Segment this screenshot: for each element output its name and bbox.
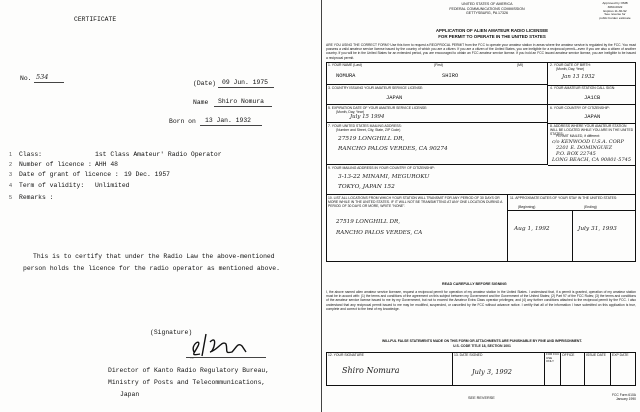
field-12-label: 12. YOUR SIGNATURE — [328, 353, 364, 357]
item-label: Remarks : — [19, 194, 54, 201]
field-10-value-line-2: RANCHO PALOS VERDES, CA — [336, 230, 423, 236]
field-1-mi-label: (MI) — [517, 63, 524, 67]
issuer-line-2: Ministry of Posts and Telecommunications, — [108, 379, 266, 386]
certify-statement-line-2: person holds the licence for the radio operator as mentioned above. — [23, 265, 280, 272]
signature-split-4 — [584, 352, 585, 386]
form-title-line-2: FOR PERMIT TO OPERATE IN THE UNITED STATES — [438, 33, 546, 39]
agency-header — [442, 2, 532, 16]
omb-line-3: Expires 11-30-92 — [603, 8, 627, 13]
item-label: Class: — [19, 151, 43, 158]
field-7-label: 7. YOUR UNITED STATES MAILING ADDRESS: — [328, 124, 402, 128]
field-1-last-value: NOMURA — [336, 73, 356, 79]
item-label: Number of licence : — [19, 161, 92, 168]
fcc-use-line-3: ONLY — [546, 359, 554, 364]
item-label: Term of validity: — [19, 182, 85, 189]
field-2-label: 2. YOUR DATE OF BIRTH: — [550, 63, 591, 67]
form-date-line: January 1990 — [616, 397, 636, 401]
field-8-label: 8. ADDRESS WHERE YOUR AMATEUR STATION WILL BE LOCATED WHILE YOU ARE IN THE UNITED STATES: — [550, 124, 634, 136]
field-1-label: 1. YOUR NAME (Last) — [328, 63, 362, 67]
field-9-label: 9. YOUR MAILING ADDRESS IN YOUR COUNTRY OF CITIZENSHIP: — [328, 166, 435, 170]
signature-split-3 — [560, 352, 561, 386]
field-1-first-label: (First) — [434, 63, 443, 67]
field-5-label: 5. EXPIRATION DATE OF YOUR AMATEUR SERVICE LICENSE: — [328, 106, 428, 110]
certification-paragraph: I, the above named alien amateur service licensee, request a reciprocal permit for operation of my amateur station in the United States. I understand that, if a permit is granted, operation of my amateur station must be in accord with: (1) the terms and conditions of the agreement on this subject between my Government and the Government of the United States; (2) Part 97 of the FCC Rules; (3) the terms and conditions of the amateur service license issued to me by my Government, but not to exceed the Amateur Extra Class operator privileges; and (4) any further conditions attached to the reciprocal permit by the FCC. I also understand that any reciprocal permit issued to me may be modified, suspended, or cancelled by the FCC without advance notice. I certify that all of the information I have submitted on this application is true, complete and correct to the best of my knowledge. — [326, 290, 636, 311]
omb-line-2: 3060-0022 — [607, 4, 623, 9]
form-number — [600, 393, 636, 401]
form-number-line: FCC Form 610A — [612, 393, 636, 397]
field-9-value-line-1: 3-13-22 MINAMI, MEGUROKU — [338, 174, 430, 180]
item-label: Date of grant of licence : — [19, 171, 119, 178]
field-8-value-line-4: LONG BEACH, CA 90801-5745 — [552, 157, 632, 163]
item-value: Unlimited — [95, 182, 130, 189]
omb-line-5: public burden estimate — [599, 16, 631, 21]
signature-text: S. Ueda — [190, 359, 194, 360]
item-value: AHH 48 — [95, 161, 119, 168]
field-6-label: 6. YOUR COUNTRY OF CITIZENSHIP: — [550, 106, 610, 110]
field-11-begin-value: Aug 1, 1992 — [514, 226, 550, 232]
name-label: Name — [193, 99, 209, 106]
field-3-label: 3. COUNTRY ISSUING YOUR AMATEUR SERVICE LICENSE: — [328, 86, 424, 90]
date-label: (Date) — [193, 80, 217, 87]
date-underline — [218, 87, 274, 88]
signature-split-1 — [452, 352, 453, 386]
agency-line-3: GETTYSBURG, PA 17326 — [465, 11, 509, 16]
field-7-sub: (Number and Street, City, State, ZIP Code) — [336, 128, 401, 132]
omb-line-1: Approved by OMB — [602, 1, 628, 5]
read-carefully-heading: READ CAREFULLY BEFORE SIGNING — [442, 282, 507, 286]
field-8-sub: PERMIT MAILED, if different: — [556, 134, 600, 138]
name-underline — [214, 106, 272, 107]
signature-split-2 — [544, 352, 545, 386]
field-5-value: July 15 1994 — [350, 114, 385, 120]
signature-line — [186, 357, 266, 358]
field-10-value-line-1: 27519 LONGHILL DR, — [336, 219, 401, 225]
signature-split-5 — [610, 352, 611, 386]
issuer-line-3: Japan — [120, 391, 140, 398]
certificate-title: CERTIFICATE — [74, 16, 117, 23]
signature-scribble — [188, 330, 258, 360]
field-7-value-line-2: RANCHO PALOS VERDES, CA 90274 — [338, 146, 448, 152]
item-value: 1st Class Amateur' Radio Operator — [95, 151, 222, 158]
field-13-label: 13. DATE SIGNED — [454, 353, 483, 357]
field-11-label: 11. APPROXIMATE DATES OF YOUR STAY IN THE UNITED STATES: — [510, 196, 618, 200]
field-13-value: July 3, 1992 — [472, 368, 512, 376]
intro-paragraph: ARE YOU USING THE CORRECT FORM? Use this form to request a RECIPROCAL PERMIT from the FCC to operate your amateur station in areas where the amateur service is regulated by the FCC. You must possess a valid amateur service license issued by the country of which you are a citizen. If you are a citizen of the United States, you are ineligible for a reciprocal permit—even if you are also a citizen of another country. If you will be in the United States for an extended period, you are encouraged to obtain an FCC amateur service license. If you hold an FCC issued amateur service license, you are ineligible to be issued a reciprocal permit. — [326, 43, 636, 60]
field-7-value-line-1: 27519 LONGHILL DR, — [338, 136, 405, 142]
field-11-end-label: (Ending) — [584, 205, 597, 209]
fcc-use-line-1: FOR FCC — [546, 352, 560, 356]
item-number: 5 — [9, 195, 13, 201]
field-6-value: JAPAN — [584, 114, 601, 120]
item-number: 3 — [9, 172, 13, 178]
issue-date-label: ISSUE DATE — [586, 353, 606, 357]
form-title-line-1: APPLICATION OF ALIEN AMATEUR RADIO LICENSEE — [435, 28, 549, 33]
field-3-value: JAPAN — [386, 95, 403, 101]
field-4-label: 4. YOUR AMATEUR STATION CALL SIGN: — [550, 86, 616, 90]
field-11-end-value: July 31, 1993 — [578, 226, 617, 232]
field-4-value: JA1CB — [584, 95, 601, 101]
see-reverse: SEE REVERSE — [468, 396, 495, 400]
signature-label: (Signature) — [150, 329, 193, 336]
issuer-line-1: Director of Kanto Radio Regulatory Bureau, — [108, 367, 270, 374]
exp-date-label: EXP DATE — [612, 353, 629, 357]
fcc-use-label — [546, 353, 559, 364]
field-11-begin-label: (Beginning) — [518, 205, 536, 209]
field-9-value-line-2: TOKYO, JAPAN 152 — [338, 184, 395, 190]
date-value: 09 Jun. 1975 — [222, 79, 269, 86]
born-underline — [200, 125, 262, 126]
certificate-no-label: No. — [20, 75, 32, 82]
form-title — [417, 28, 567, 39]
name-value: Shiro Nomura — [218, 98, 265, 105]
field-1-first-value: SHIRO — [442, 73, 459, 79]
item-number: 2 — [9, 162, 13, 168]
field-8-value-line-3: P.O. BOX 22745 — [556, 151, 596, 157]
omb-line-4: See reverse for — [604, 12, 626, 17]
item-number: 4 — [9, 183, 13, 189]
fcc-form-page — [322, 0, 640, 412]
born-label: Born on — [169, 118, 196, 125]
warning-line-1: WILLFUL FALSE STATEMENTS MADE ON THIS FORM OR ATTACHMENTS ARE PUNISHABLE BY FINE AND IMPRISONMENT. — [381, 339, 583, 343]
field-5-sub: (Month, Day, Year) — [336, 110, 365, 114]
field-11-subline — [508, 210, 636, 211]
born-value: 13 Jan. 1932 — [205, 117, 252, 124]
certificate-no-underline — [34, 82, 64, 83]
field-8-value-line-1: c/o KENWOOD U.S.A. CORP — [552, 139, 624, 145]
omb-box — [592, 2, 638, 21]
item-number: 1 — [9, 152, 13, 158]
agency-line-1: UNITED STATES OF AMERICA — [461, 2, 513, 6]
certificate-no-value: 534 — [36, 73, 49, 81]
fcc-use-line-2: USE — [546, 355, 553, 360]
certify-statement-line-1: This is to certify that under the Radio Law the above-mentioned — [33, 253, 275, 260]
office-label: OFFICE — [562, 353, 575, 357]
agency-line-2: FEDERAL COMMUNICATIONS COMMISSION — [449, 6, 525, 11]
field-2-sub: (Month, Day, Year) — [556, 67, 585, 71]
field-10-label: 10. LIST ALL LOCATIONS FROM WHICH YOUR STATION WILL TRANSMIT FOR ANY PERIOD OF 30 DAYS OR MORE WHILE IN THE UNITED STATES. IF IT WILL NOT BE TRANSMITTING AT ANY ONE LOCATION DURING A PERIOD OF 30 DAYS OR MORE, WRITE "NONE". — [328, 196, 503, 208]
warning-line-2: U.S. CODE TITLE 18, SECTION 1001 — [453, 344, 511, 348]
field-2-value: Jan 13 1932 — [562, 74, 595, 80]
field-12-value: Shiro Nomura — [342, 366, 400, 375]
field-8-value-line-2: 2201 E. DOMINGUEZ — [556, 145, 613, 151]
field-11-split — [572, 210, 573, 262]
item-value: 19 Dec. 1957 — [124, 171, 171, 178]
